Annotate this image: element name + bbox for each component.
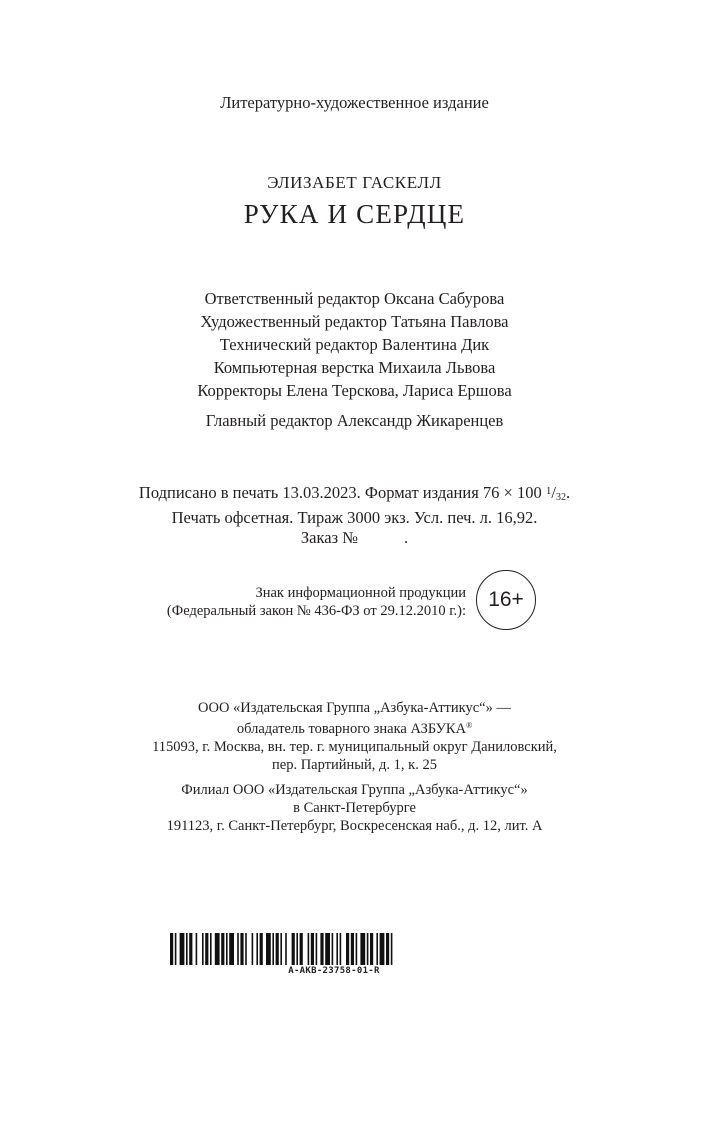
chief-editor: Главный редактор Александр Жикаренцев: [205, 411, 504, 430]
format-fraction-denominator: 32: [555, 492, 566, 503]
publisher-line: ООО «Издательская Группа „Азбука-Аттикус“» —: [198, 700, 511, 716]
barcode-image: [170, 933, 498, 965]
staff-line: Корректоры Елена Терскова, Лариса Ершова: [197, 381, 512, 400]
print-details: [0, 481, 709, 548]
book-title: РУКА И СЕРДЦЕ: [243, 199, 466, 229]
trademark-sign: ®: [466, 721, 473, 730]
staff-line: Компьютерная верстка Михаила Львова: [213, 358, 496, 377]
author-name: ЭЛИЗАБЕТ ГАСКЕЛЛ: [267, 173, 442, 192]
age-rating-badge: 16+: [476, 570, 536, 630]
publisher-line: обладатель товарного знака АЗБУКА®: [236, 721, 473, 737]
format-fraction-slash: /: [551, 483, 556, 502]
publisher-info: [0, 699, 709, 835]
branch-line: Филиал ООО «Издательская Группа „Азбука-Аттикус“»: [181, 782, 528, 798]
age-rating-text: Знак информационной продукции (Федеральный закон № 436-ФЗ от 29.12.2010 г.):: [166, 585, 466, 619]
publisher-address: 115093, г. Москва, вн. тер. г. муниципальный округ Даниловский,: [152, 739, 557, 755]
staff-line: Технический редактор Валентина Дик: [219, 335, 490, 354]
branch-address: 191123, г. Санкт-Петербург, Воскресенская наб., д. 12, лит. А: [166, 818, 543, 834]
print-details-line-1: Подписано в печать 13.03.2023. Формат издания 76 × 100 $^1$/32.: [138, 483, 571, 503]
publisher-address: пер. Партийный, д. 1, к. 25: [272, 757, 437, 773]
format-fraction-numerator: 1: [545, 485, 552, 497]
staff-line: Ответственный редактор Оксана Сабурова: [204, 289, 505, 308]
order-number: Заказ № .: [300, 528, 409, 547]
print-details-line-2: Печать офсетная. Тираж 3000 экз. Усл. печ. л. 16,92.: [171, 508, 538, 527]
branch-line: в Санкт-Петербурге: [293, 800, 416, 816]
genre-label: Литературно-художественное издание: [220, 93, 489, 112]
staff-credits: [0, 287, 709, 432]
staff-line: Художественный редактор Татьяна Павлова: [200, 312, 509, 331]
barcode-text: A-AKB-23758-01-R: [288, 966, 380, 976]
